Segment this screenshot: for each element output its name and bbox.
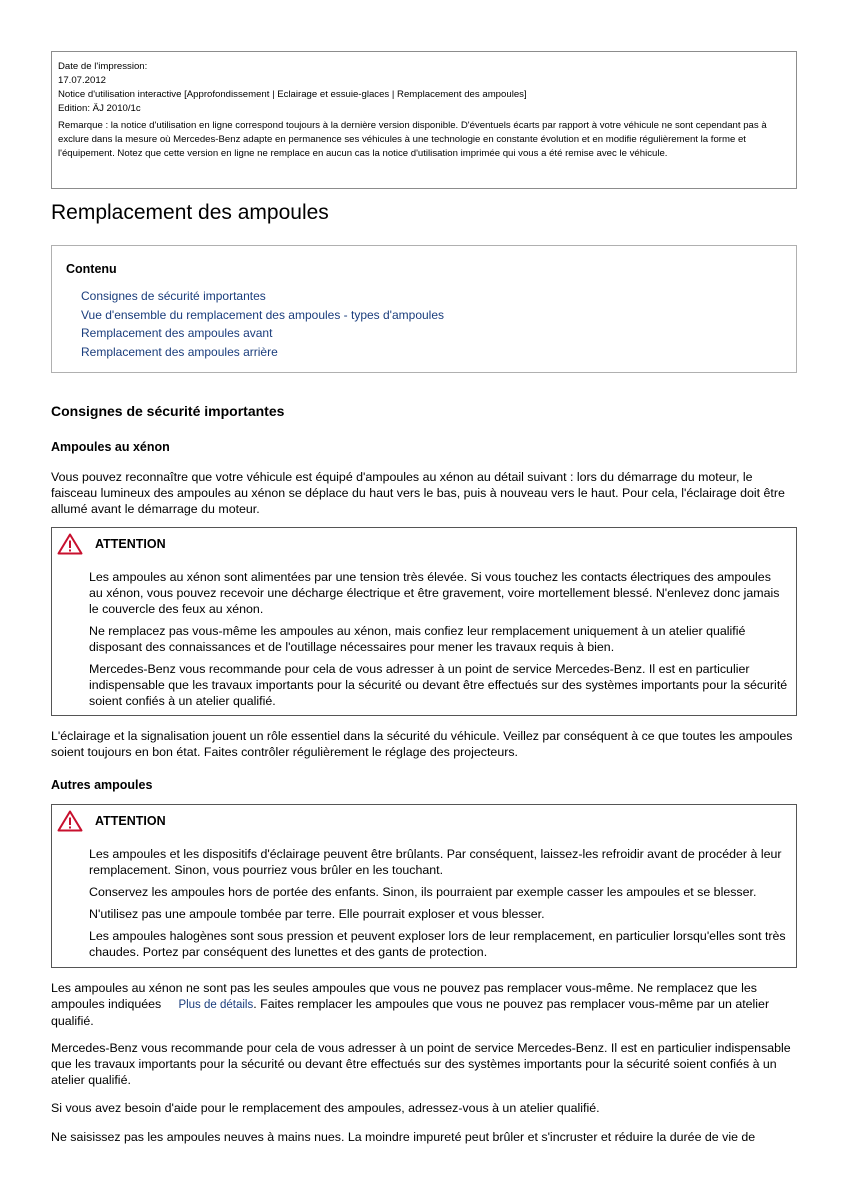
xenon-only-paragraph xyxy=(51,980,797,1029)
xenon-paragraph: Vous pouvez reconnaître que votre véhicule est équipé d'ampoules au xénon au détail suivant : lors du démarrage du moteur, le faisceau lumineux des ampoules au xénon se déplace du haut vers le bas, puis à nouveau vers le haut. Pour cela, l'éclairage doit être allumé avant le démarrage du moteur. xyxy=(51,470,785,516)
warning-triangle-icon xyxy=(57,533,83,555)
toc-link-front[interactable]: Remplacement des ampoules avant xyxy=(81,326,273,340)
xenon-only-text-end: . Faites remplacer les ampoules que vous ne pouvez pas remplacer vous-même par un atelier qualifié. xyxy=(51,997,770,1028)
warning-label: ATTENTION xyxy=(95,814,166,828)
warning-paragraph: Mercedes-Benz vous recommande pour cela de vous adresser à un point de service Mercedes-Benz. Il est en particulier indispensable que les travaux importants pour la sécurité ou devant être effectués sur des systèmes importants pour la sécurité soient confiés à un atelier qualifié. xyxy=(89,662,788,708)
warning-paragraph: Ne remplacez pas vous-même les ampoules au xénon, mais confiez leur remplacement uniquement à un atelier qualifié disposant des connaissances et de l'outillage nécessaires pour mener les travaux requis à bien. xyxy=(89,624,746,654)
table-of-contents xyxy=(51,245,797,373)
service-paragraph: Mercedes-Benz vous recommande pour cela de vous adresser à un point de service Mercedes-Benz. Il est en particulier indispensable que les travaux importants pour la sécurité ou devant être effectués sur des systèmes importants pour la sécurité soient confiés à un atelier qualifié. xyxy=(51,1041,791,1087)
warning-header xyxy=(57,533,166,555)
warning-label: ATTENTION xyxy=(95,537,166,551)
print-info-box xyxy=(51,51,797,189)
warning-body xyxy=(89,569,788,715)
warning-header xyxy=(57,810,166,832)
print-date-label: Date de l'impression: xyxy=(58,61,148,72)
breadcrumb: Notice d'utilisation interactive [Approfondissement | Eclairage et essuie-glaces | Remplacement des ampoules] xyxy=(58,89,527,100)
print-date: 17.07.2012 xyxy=(58,75,107,86)
warning-paragraph: Les ampoules et les dispositifs d'éclairage peuvent être brûlants. Par conséquent, laissez-les refroidir avant de procéder à leur remplacement. Sinon, vous pourriez vous brûler en les touchant. xyxy=(89,847,782,877)
warning-box-xenon xyxy=(51,527,797,716)
toc-link-overview[interactable]: Vue d'ensemble du remplacement des ampoules - types d'ampoules xyxy=(81,307,445,322)
lighting-paragraph: L'éclairage et la signalisation jouent un rôle essentiel dans la sécurité du véhicule. Veillez par conséquent à ce que toutes les ampoules soient toujours en bon état. Faites contrôler régulièrement le réglage des projecteurs. xyxy=(51,729,793,759)
toc-link-rear[interactable]: Remplacement des ampoules arrière xyxy=(81,344,278,359)
toc-link-safety[interactable]: Consignes de sécurité importantes xyxy=(81,289,266,303)
section-title-safety: Consignes de sécurité importantes xyxy=(51,403,285,419)
disclaimer-note: Remarque : la notice d'utilisation en ligne correspond toujours à la dernière version disponible. D'éventuels écarts par rapport à votre véhicule ne sont cependant pas à exclure dans la mesure où Mercedes-Benz adapte en permanence ses véhicules à une technologie en constante évolution et en modifie régulièrement la forme et l'équipement. Notez que cette version en ligne ne remplace en aucun cas la notice d'utilisation imprimée qui vous a été remise avec le véhicule. xyxy=(58,120,767,159)
warning-paragraph: Les ampoules au xénon sont alimentées par une tension très élevée. Si vous touchez les contacts électriques des ampoules au xénon, vous pouvez recevoir une décharge électrique et être gravement, voire mortellement blessé. N'enlevez donc jamais le couvercle des feux au xénon. xyxy=(89,570,780,616)
warning-box-other xyxy=(51,804,797,968)
warning-paragraph: Les ampoules halogènes sont sous pression et peuvent exploser lors de leur remplacement, en particulier lorsqu'elles sont très chaudes. Portez par conséquent des lunettes et des gants de protection. xyxy=(89,929,786,959)
warning-body xyxy=(89,846,788,966)
help-paragraph: Si vous avez besoin d'aide pour le remplacement des ampoules, adressez-vous à un atelier qualifié. xyxy=(51,1101,600,1115)
toc-list xyxy=(66,287,782,361)
edition: Edition: ÄJ 2010/1c xyxy=(58,103,141,114)
xenon-only-text: Les ampoules au xénon ne sont pas les seules ampoules que vous ne pouvez pas remplacer vous-même. Ne remplacez que les ampoules indiquées xyxy=(51,981,757,1011)
warning-triangle-icon xyxy=(57,810,83,832)
warning-paragraph: N'utilisez pas une ampoule tombée par terre. Elle pourrait exploser et vous blesser. xyxy=(89,907,545,921)
subtitle-xenon: Ampoules au xénon xyxy=(51,440,170,454)
page-title: Remplacement des ampoules xyxy=(51,201,329,224)
details-link[interactable]: Plus de détails xyxy=(178,999,254,1011)
warning-paragraph: Conservez les ampoules hors de portée des enfants. Sinon, ils pourraient par exemple casser les ampoules et se blesser. xyxy=(89,885,757,899)
toc-title: Contenu xyxy=(66,262,117,276)
bare-hands-paragraph: Ne saisissez pas les ampoules neuves à mains nues. La moindre impureté peut brûler et s'incruster et réduire la durée de vie de xyxy=(51,1130,756,1144)
subtitle-other-bulbs: Autres ampoules xyxy=(51,778,153,792)
